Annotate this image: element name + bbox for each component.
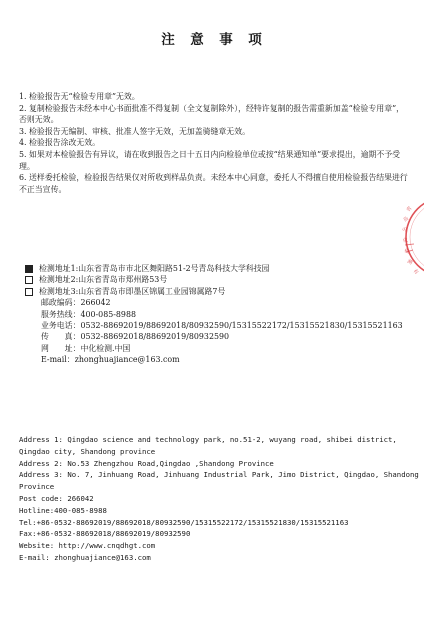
address-3-en: Address 3: No. 7, Jinhuang Road, Jinhuang Industrial Park, Jimo District, Qingdao, Shandong Province (19, 470, 419, 492)
business-phone: 业务电话：0532-88692019/88692018/80932590/15315522172/15315521830/15315521163 (41, 321, 403, 331)
postcode-en: Post code: 266042 (19, 493, 94, 503)
hotline: 服务热线：400-085-8988 (41, 309, 136, 319)
hotline-en: Hotline:400-085-8988 (19, 505, 107, 515)
svg-text:检: 检 (403, 248, 410, 256)
fax-label: 传 真： (41, 332, 81, 342)
fax-value: 0532-88692018/88692019/80932590 (80, 332, 230, 342)
website-en: Website: http://www.cnqdhgt.com (19, 541, 156, 551)
checkbox-checked-icon (25, 265, 33, 273)
address-3-row (25, 286, 420, 297)
email-en: E-mail: zhonghuajiance@163.com (19, 552, 151, 562)
svg-text:青: 青 (405, 205, 414, 214)
address-1: 检测地址1:山东省青岛市市北区舞阳路51-2号青岛科技大学科技园 (39, 264, 270, 273)
website-row (25, 343, 420, 354)
chinese-address-block (25, 263, 420, 366)
note-item: 1. 检验报告无“检验专用章”无效。 (19, 92, 140, 101)
note-item: 4. 检验报告涂改无效。 (19, 138, 101, 148)
note-item: 2. 复制检验报告未经本中心书面批准不得复制（全文复制除外），经特许复制的报告需重新加盖“检验专用章”，否则无效。 (19, 103, 405, 125)
address-2-row (25, 274, 420, 285)
email: E-mail：zhonghuajiance@163.com (41, 355, 180, 365)
svg-text:测: 测 (406, 258, 414, 267)
note-item: 6. 送样委托检验，检验报告结果仅对所收到样品负责。未经本中心同意，委托人不得擅自使用检验报告结果进行不正当宣传。 (19, 173, 408, 194)
address-1-en: Address 1: Qingdao science and technology park, no.51-2, wuyang road, shibei district, Qingdao city, Shandong province (19, 435, 397, 456)
checkbox-empty-icon (25, 276, 33, 284)
notes-section (19, 91, 411, 195)
fax-row (25, 331, 420, 342)
address-2: 检测地址2:山东省青岛市郑州路53号 (39, 275, 168, 285)
svg-text:有: 有 (411, 268, 420, 276)
address-1-row (25, 263, 420, 274)
note-item: 3. 检验报告无编制、审核、批准人签字无效，无加盖骑缝章无效。 (19, 126, 250, 136)
tel-en: Tel:+86-0532-88692019/88692018/80932590/15315522172/15315521830/15315521163 (19, 517, 349, 527)
website-value: 中化检测.中国 (80, 343, 131, 353)
note-item: 5. 如果对本检验报告有异议，请在收到报告之日十五日内向检验单位或按“结果通知单”要求提出，逾期不予受理。 (19, 149, 401, 171)
website-label: 网 址： (41, 343, 81, 353)
checkbox-empty-icon (25, 288, 33, 296)
english-address-block (19, 434, 419, 564)
svg-text:化: 化 (402, 237, 409, 244)
page-title: 注 意 事 项 (161, 32, 263, 48)
address-2-en: Address 2: No.53 Zhengzhou Road,Qingdao ,Shandong Province (19, 458, 274, 468)
svg-text:岛: 岛 (402, 215, 411, 224)
postcode: 邮政编码：266042 (41, 298, 111, 308)
svg-text:中: 中 (401, 226, 409, 234)
fax-en: Fax:+86-0532-88692018/88692019/80932590 (19, 529, 191, 539)
address-3: 检测地址3:山东省青岛市即墨区锦属工业园锦属路7号 (39, 286, 226, 296)
